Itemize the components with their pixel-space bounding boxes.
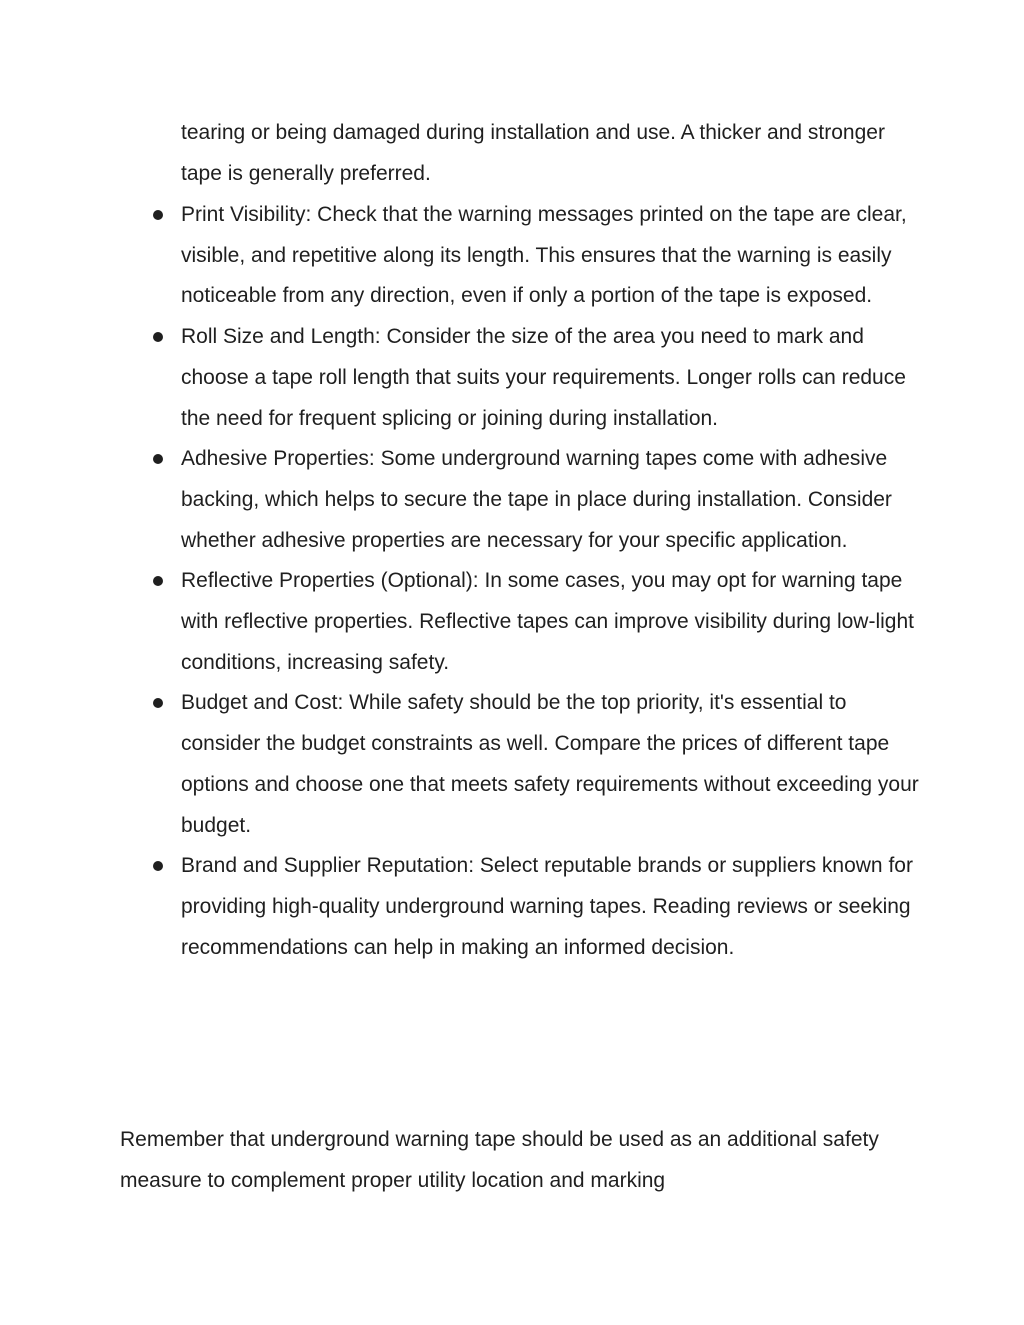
bullet-icon — [153, 454, 163, 464]
closing-paragraph: Remember that underground warning tape should be used as an additional safety measure to complement proper utility location and marking — [120, 1128, 879, 1192]
list-item-text: Print Visibility: Check that the warning messages printed on the tape are clear, visible, and repetitive along its length. This ensures that the warning is easily noticeable from any direction, even if only a portion of the tape is exposed. — [181, 203, 907, 308]
list-item-text: Adhesive Properties: Some underground warning tapes come with adhesive backing, which helps to secure the tape in place during installation. Consider whether adhesive properties are necessary for your specific application. — [181, 447, 892, 552]
list-item-text: Reflective Properties (Optional): In some cases, you may opt for warning tape with reflective properties. Reflective tapes can improve visibility during low-light conditions, increasing safety. — [181, 569, 914, 674]
list-item — [0, 683, 921, 846]
list-item-text: Brand and Supplier Reputation: Select reputable brands or suppliers known for providing high-quality underground warning tapes. Reading reviews or seeking recommendations can help in making an informed decision. — [181, 854, 913, 959]
list-item — [0, 561, 921, 683]
list-item-text: Roll Size and Length: Consider the size of the area you need to mark and choose a tape roll length that suits your requirements. Longer rolls can reduce the need for frequent splicing or joining during installation. — [181, 325, 906, 430]
bullet-icon — [153, 332, 163, 342]
bullet-icon — [153, 576, 163, 586]
list-item — [0, 317, 921, 439]
list-item — [0, 195, 921, 317]
bullet-icon — [153, 698, 163, 708]
list-item — [0, 846, 921, 968]
list-item-text: Budget and Cost: While safety should be the top priority, it's essential to consider the budget constraints as well. Compare the prices of different tape options and choose one that meets safety requirements without exceeding your budget. — [181, 691, 919, 837]
bullet-icon — [153, 861, 163, 871]
list-item — [0, 439, 921, 561]
continuation-paragraph: tearing or being damaged during installation and use. A thicker and stronger tape is generally preferred. — [181, 121, 885, 185]
bullet-list — [0, 195, 1024, 968]
bullet-icon — [153, 210, 163, 220]
